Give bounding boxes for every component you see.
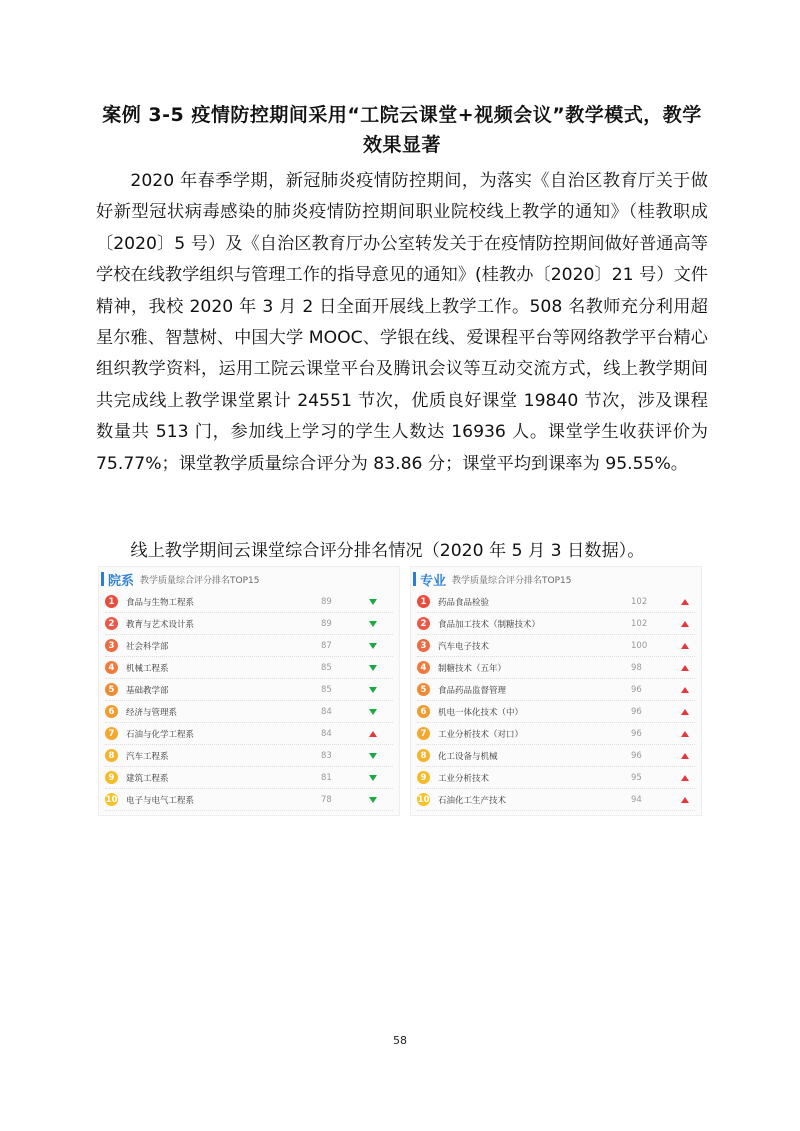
ranking-score: 95	[631, 772, 642, 783]
trend-down-icon	[369, 797, 377, 803]
ranking-score: 96	[631, 684, 642, 695]
ranking-row	[105, 789, 393, 811]
ranking-list	[411, 591, 701, 811]
ranking-score: 84	[321, 706, 332, 717]
ranking-name: 经济与管理系	[126, 707, 178, 718]
trend-up-icon	[681, 643, 689, 649]
ranking-row	[417, 591, 695, 613]
ranking-score: 102	[631, 618, 648, 629]
page-number: 58	[393, 1034, 407, 1047]
ranking-score: 85	[321, 662, 332, 673]
rank-badge: 1	[105, 595, 118, 608]
ranking-name: 教育与艺术设计系	[126, 619, 195, 630]
panel-subtitle: 教学质量综合评分排名TOP15	[452, 575, 572, 586]
trend-up-icon	[681, 775, 689, 781]
case-title: 案例 3-5 疫情防控期间采用“工院云课堂+视频会议”教学模式，教学效果显著	[102, 104, 702, 156]
trend-up-icon	[681, 665, 689, 671]
rank-badge: 6	[417, 705, 430, 718]
rank-badge: 1	[417, 595, 430, 608]
ranking-name: 汽车工程系	[126, 751, 169, 762]
rank-badge: 4	[417, 661, 430, 674]
trend-up-icon	[681, 599, 689, 605]
ranking-name: 化工设备与机械	[438, 751, 498, 762]
panel-header	[99, 567, 399, 591]
accent-bar	[101, 572, 104, 586]
ranking-row	[417, 745, 695, 767]
ranking-name: 建筑工程系	[126, 773, 169, 784]
trend-up-icon	[681, 731, 689, 737]
trend-up-icon	[681, 687, 689, 693]
trend-up-icon	[369, 731, 377, 737]
major-ranking-panel	[410, 566, 702, 816]
trend-down-icon	[369, 599, 377, 605]
accent-bar	[413, 572, 416, 586]
ranking-row	[417, 613, 695, 635]
rank-badge: 5	[105, 683, 118, 696]
ranking-score: 100	[631, 640, 648, 651]
panel-title: 专业	[420, 573, 447, 589]
body-text	[96, 166, 708, 480]
ranking-name: 机械工程系	[126, 663, 169, 674]
ranking-score: 85	[321, 684, 332, 695]
rank-badge: 7	[417, 727, 430, 740]
ranking-score: 89	[321, 596, 332, 607]
ranking-score: 96	[631, 706, 642, 717]
rank-badge: 7	[105, 727, 118, 740]
ranking-name: 食品加工技术（制糖技术）	[438, 619, 541, 630]
paragraph: 2020 年春季学期，新冠肺炎疫情防控期间，为落实《自治区教育厅关于做好新型冠状病毒感染的肺炎疫情防控期间职业院校线上教学的通知》（桂教职成〔2020〕5 号）及《自治区教育厅办公室转发关于在疫情防控期间做好普通高等学校在线教学组织与管理工作的指导意见的通知》(桂教办〔2020〕21 号）文件精神，我校 2020 年 3 月 2 日全面开展线上教学工作。508 名教师充分利用超星尔雅、智慧树、中国大学 MOOC、学银在线、爱课程平台等网络教学平台精心组织教学资料，运用工院云课堂平台及腾讯会议等互动交流方式，线上教学期间共完成线上教学课堂累计 24551 节次，优质良好课堂 19840 节次，涉及课程数量共 513 门，参加线上学习的学生人数达 16936 人。课堂学生收获评价为 75.77%；课堂教学质量综合评分为 83.86 分；课堂平均到课率为 95.55%。	[96, 171, 708, 474]
ranking-row	[417, 767, 695, 789]
panel-header	[411, 567, 701, 591]
ranking-score: 78	[321, 794, 332, 805]
ranking-name: 食品药品监督管理	[438, 685, 507, 696]
ranking-name: 基础教学部	[126, 685, 169, 696]
rank-badge: 5	[417, 683, 430, 696]
ranking-name: 制糖技术（五年）	[438, 663, 507, 674]
ranking-row	[105, 657, 393, 679]
ranking-row	[105, 613, 393, 635]
ranking-score: 81	[321, 772, 332, 783]
ranking-row	[417, 723, 695, 745]
ranking-name: 工业分析技术（对口）	[438, 729, 524, 740]
ranking-name: 社会科学部	[126, 641, 169, 652]
ranking-row	[417, 701, 695, 723]
trend-down-icon	[369, 621, 377, 627]
trend-up-icon	[681, 797, 689, 803]
ranking-row	[105, 767, 393, 789]
ranking-name: 工业分析技术	[438, 773, 490, 784]
ranking-score: 96	[631, 728, 642, 739]
ranking-row	[105, 745, 393, 767]
ranking-row	[105, 701, 393, 723]
ranking-score: 102	[631, 596, 648, 607]
trend-down-icon	[369, 709, 377, 715]
ranking-name: 汽车电子技术	[438, 641, 490, 652]
panel-subtitle: 教学质量综合评分排名TOP15	[140, 575, 260, 586]
trend-up-icon	[681, 753, 689, 759]
ranking-row	[105, 679, 393, 701]
rank-badge: 9	[105, 771, 118, 784]
trend-down-icon	[369, 687, 377, 693]
ranking-name: 药品食品检验	[438, 597, 490, 608]
ranking-score: 84	[321, 728, 332, 739]
ranking-score: 83	[321, 750, 332, 761]
rank-badge: 2	[105, 617, 118, 630]
ranking-row	[417, 679, 695, 701]
ranking-row	[105, 635, 393, 657]
ranking-row	[417, 789, 695, 811]
ranking-name: 石油化工生产技术	[438, 795, 507, 806]
ranking-score: 96	[631, 750, 642, 761]
trend-down-icon	[369, 775, 377, 781]
rank-badge: 3	[417, 639, 430, 652]
ranking-name: 食品与生物工程系	[126, 597, 195, 608]
ranking-row	[417, 657, 695, 679]
ranking-row	[105, 591, 393, 613]
ranking-score: 89	[321, 618, 332, 629]
ranking-name: 机电一体化技术（中）	[438, 707, 524, 718]
trend-up-icon	[681, 621, 689, 627]
ranking-row	[105, 723, 393, 745]
figure-caption: 线上教学期间云课堂综合评分排名情况（2020 年 5 月 3 日数据）。	[130, 541, 645, 561]
department-ranking-panel	[98, 566, 400, 816]
ranking-name: 电子与电气工程系	[126, 795, 195, 806]
rank-badge: 8	[417, 749, 430, 762]
rank-badge: 6	[105, 705, 118, 718]
rank-badge: 3	[105, 639, 118, 652]
rank-badge: 9	[417, 771, 430, 784]
trend-up-icon	[681, 709, 689, 715]
trend-down-icon	[369, 753, 377, 759]
ranking-row	[417, 635, 695, 657]
trend-down-icon	[369, 643, 377, 649]
ranking-score: 94	[631, 794, 642, 805]
ranking-name: 石油与化学工程系	[126, 729, 195, 740]
ranking-score: 87	[321, 640, 332, 651]
panel-title: 院系	[108, 573, 135, 589]
ranking-score: 98	[631, 662, 642, 673]
rank-badge: 2	[417, 617, 430, 630]
trend-down-icon	[369, 665, 377, 671]
rank-badge: 4	[105, 661, 118, 674]
rank-badge: 10	[105, 794, 118, 805]
rank-badge: 10	[417, 794, 430, 805]
rank-badge: 8	[105, 749, 118, 762]
ranking-list	[99, 591, 399, 811]
